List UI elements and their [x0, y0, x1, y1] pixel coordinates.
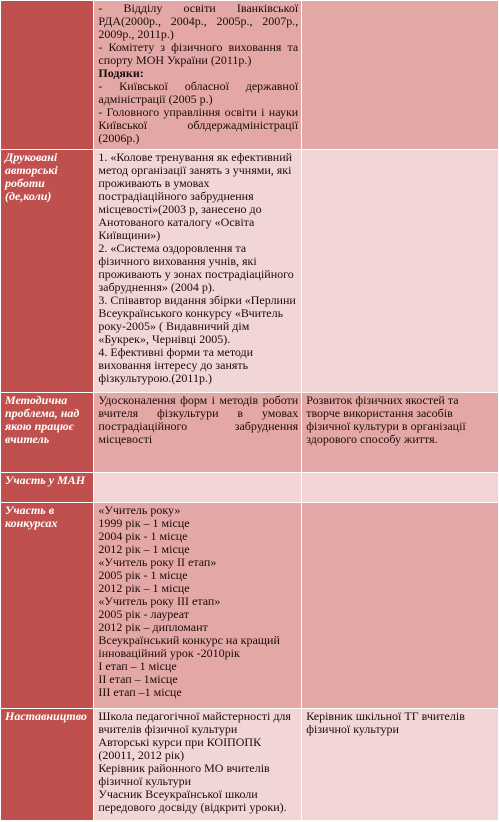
man-row — [1, 473, 499, 503]
awards-col3 — [302, 1, 499, 150]
contest-line: 2005 рік - 1 місце — [98, 568, 188, 582]
contest-line: «Учитель року» — [98, 503, 181, 517]
mentoring-line: Авторські курси при КОІПОПК (20011, 2012 рік) — [98, 735, 262, 762]
publication-item: 1. «Колове тренування як ефективний метод організації занять з учнями, які проживають в умовах пострадіаційного забруднення місцевості»(2003 р, занесено до Анотованого каталогу «Освіта Київщини») — [98, 150, 293, 242]
mentoring-cell — [94, 709, 302, 821]
contest-line: ІІ етап – 1місце — [98, 672, 178, 686]
contest-line: «Учитель року ІІ етап» — [98, 555, 217, 569]
contest-line: І етап – 1 місце — [98, 659, 177, 673]
thanks-heading: Подяки: — [98, 66, 144, 80]
mentoring-label: Наставництво — [1, 709, 94, 821]
publication-item: 4. Ефективні форми та методи виховання інтересу до занять фізкультурою.(2011р.) — [98, 345, 254, 385]
thanks-line: - Київської обласної державної адміністрації (2005 р.) — [98, 79, 299, 106]
contest-line: 1999 рік – 1 місце — [98, 516, 190, 530]
method-col3: Розвиток фізичних якостей та творче використання засобів фізичної культури в організації здорового способу життя. — [302, 393, 499, 473]
contests-label: Участь в конкурсах — [1, 503, 94, 709]
contest-line: Всеукраїнський конкурс на кращий інноваційний урок -2010рік — [98, 633, 280, 660]
publication-item: 3. Співавтор видання збірки «Перлини Всеукраїнського конкурсу «Вчитель року-2005» ( Видавничий дім «Букрек», Чернівці 2005). — [98, 293, 296, 346]
thanks-line: - Головного управління освіти і науки Київської облдержадміністрації (2006р.) — [98, 105, 299, 145]
awards-label — [1, 1, 94, 150]
contest-line: 2005 рік - лауреат — [98, 607, 189, 621]
man-label: Участь у МАН — [1, 473, 94, 503]
contests-cell — [94, 503, 302, 709]
contest-line: ІІІ етап –1 місце — [98, 685, 182, 699]
mentoring-line: Учасник Всеукраїнської школи передового досвіду (відкриті уроки). — [98, 787, 287, 814]
contest-line: 2012 рік – 1 місце — [98, 542, 190, 556]
publications-col3 — [302, 150, 499, 393]
mentoring-row — [1, 709, 499, 821]
publication-item: 2. «Система оздоровлення та фізичного виховання учнів, які проживають у зонах пострадіаційного забруднення» (2004 р). — [98, 241, 294, 294]
contest-line: 2004 рік - 1 місце — [98, 529, 188, 543]
man-col2 — [94, 473, 302, 503]
mentoring-line: Школа педагогічної майстерності для вчителів фізичної культури — [98, 709, 291, 736]
contest-line: 2012 рік – 1 місце — [98, 581, 190, 595]
mentoring-line: Керівник районного МО вчителів фізичної культури — [98, 761, 270, 788]
publications-row — [1, 150, 499, 393]
mentoring-col3: Керівник шкільної ТГ вчителів фізичної культури — [302, 709, 499, 821]
contest-line: 2012 рік – дипломант — [98, 620, 208, 634]
award-line: - Відділу освіти Іванківської РДА(2000р., 2004р., 2005р., 2007р., 2009р., 2011р.) — [98, 1, 299, 41]
method-col2: Удосконалення форм і методів роботи вчителя фізкультури в умовах пострадіаційного забруднення місцевості — [94, 393, 302, 473]
contests-row — [1, 503, 499, 709]
contest-line: «Учитель року ІІІ етап» — [98, 594, 221, 608]
award-line: - Комітету з фізичного виховання та спорту МОН України (2011р.) — [98, 40, 299, 67]
publications-cell — [94, 150, 302, 393]
publications-label: Друковані авторські роботи (де,коли) — [1, 150, 94, 393]
method-row — [1, 393, 499, 473]
man-col3 — [302, 473, 499, 503]
awards-row — [1, 1, 499, 150]
contests-col3 — [302, 503, 499, 709]
awards-cell — [94, 1, 302, 150]
method-label: Методична проблема, над якою працює вчитель — [1, 393, 94, 473]
